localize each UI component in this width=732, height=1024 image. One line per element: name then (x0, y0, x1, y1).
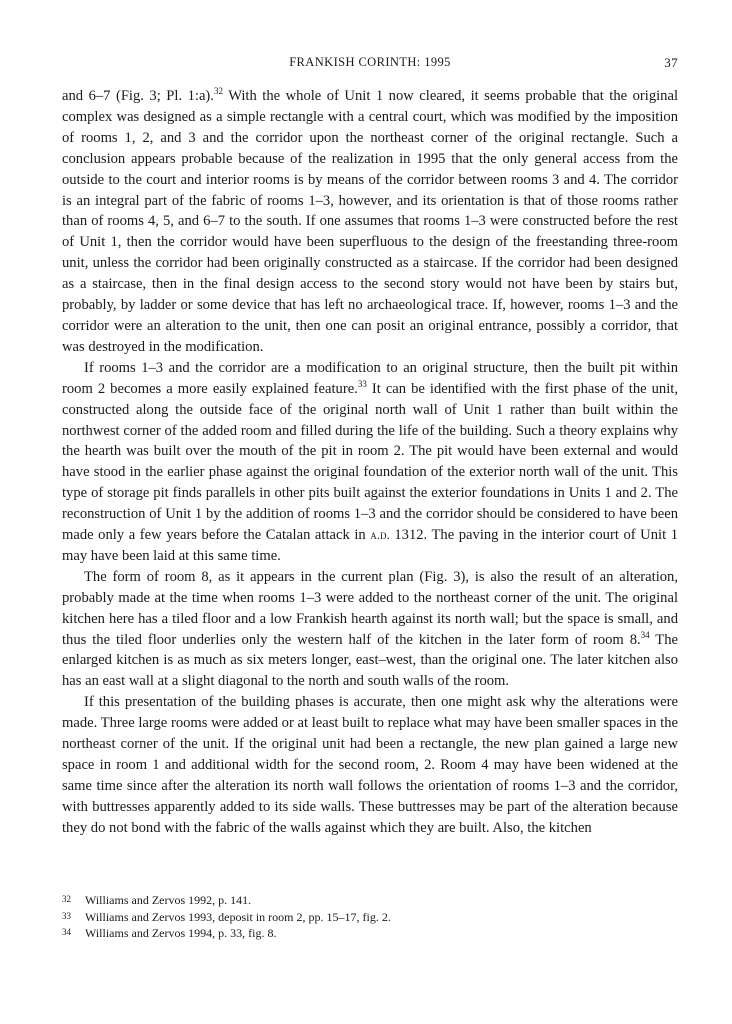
footnote-text: Williams and Zervos 1992, p. 141. (85, 893, 252, 907)
footnote-text: Williams and Zervos 1993, deposit in room 2, pp. 15–17, fig. 2. (85, 909, 391, 924)
footnote (62, 925, 678, 942)
footnotes (62, 892, 678, 942)
footnote-number: 33 (62, 910, 71, 921)
footnote-ref: 34 (640, 629, 650, 640)
paragraph-text: If this presentation of the building phases is accurate, then one might ask why the alterations were made. Three large rooms were added or at least built to replace what may have been smaller spaces in the northeast corner of the unit. If the original unit had been a rectangle, the new plan gained a large new space in room 1 and additional width for the second room, 2. Room 4 may have been widened at the same time since after the alteration its north wall follows the orientation of rooms 1–3 and the corridor, with buttresses apparently added to its side walls. These buttresses may be part of the alteration because they do not bond with the fabric of the walls against which they are built. Also, the kitchen (62, 694, 678, 836)
footnote-ref: 32 (213, 86, 223, 96)
small-caps-text: a.d. (370, 527, 390, 543)
paragraph-text: It can be identified with the first phase of the unit, constructed along the outside face of the original north wall of Unit 1 rather than built within the northwest corner of the added room and filled during the life of the building. Such a theory explains why the hearth was built over the mouth of the pit in room 2. The pit would have been external and would have stood in the earlier phase against the original foundation of the exterior north wall of the unit. This type of storage pit finds parallels in other pits built against the exterior foundations in Units 1 and 2. The reconstruction of Unit 1 by the addition of rooms 1–3 and the corridor should be considered to have been made only a few years before the Catalan attack in (62, 380, 678, 544)
paragraph-text: and 6–7 (Fig. 3; Pl. 1:a). (62, 88, 214, 104)
paragraph (62, 86, 678, 358)
footnote (62, 909, 678, 926)
paragraph (62, 567, 678, 692)
footnote-number: 34 (62, 927, 71, 937)
body-text (62, 86, 678, 839)
footnote-ref: 33 (357, 378, 367, 389)
running-title: FRANKISH CORINTH: 1995 (289, 55, 451, 69)
paragraph (62, 358, 678, 567)
paragraph-text: The form of room 8, as it appears in the current plan (Fig. 3), is also the result of an alteration, probably made at the time when rooms 1–3 were added to the northeast corner of the unit. The original kitchen here has a tiled floor and a low Frankish hearth against its north wall; but the space is small, and thus the tiled floor underlies only the western half of the kitchen in the later form of room 8. (62, 568, 678, 648)
footnote-number: 32 (62, 894, 71, 904)
paragraph-text: If rooms 1–3 and the corridor are a modification to an original structure, then the built pit within room 2 becomes a more easily explained feature. (62, 359, 678, 397)
paragraph-text: 1312. The paving in the interior court of Unit 1 may have been laid at this same time. (62, 527, 678, 564)
footnote-text: Williams and Zervos 1994, p. 33, fig. 8. (85, 926, 277, 940)
footnote (62, 892, 678, 909)
paragraph-text: With the whole of Unit 1 now cleared, it seems probable that the original complex was designed as a simple rectangle with a central court, which was modified by the imposition of rooms 1, 2, and 3 and the corridor upon the northeast corner of the original rectangle. Such a conclusion appears probable because of the realization in 1995 that the only general access from the outside to the court and interior rooms is by means of the corridor between rooms 3 and 4. The corridor is an integral part of the fabric of rooms 1–3, however, and its orientation is that of those rooms rather than of rooms 4, 5, and 6–7 to the south. If one assumes that rooms 1–3 were constructed before the rest of Unit 1, then the corridor would have been superfluous to the design of the freestanding three-room unit, unless the corridor had been originally constructed as a staircase. If the corridor had been designed as a staircase, then in the final design access to the second story would not have been by stairs but, probably, by ladder or some device that has left no archaeological trace. If, however, rooms 1–3 and the corridor were an alteration to the unit, then one can posit an original entrance, possibly a corridor, that was destroyed in the modification. (62, 88, 678, 355)
paragraph (62, 692, 678, 838)
page-number: 37 (664, 55, 678, 70)
running-head (62, 55, 678, 77)
paragraph-text: The enlarged kitchen is as much as six meters longer, east–west, than the original one. The later kitchen also has an east wall at a slight diagonal to the north and south walls of the room. (62, 631, 678, 690)
page (62, 55, 678, 839)
